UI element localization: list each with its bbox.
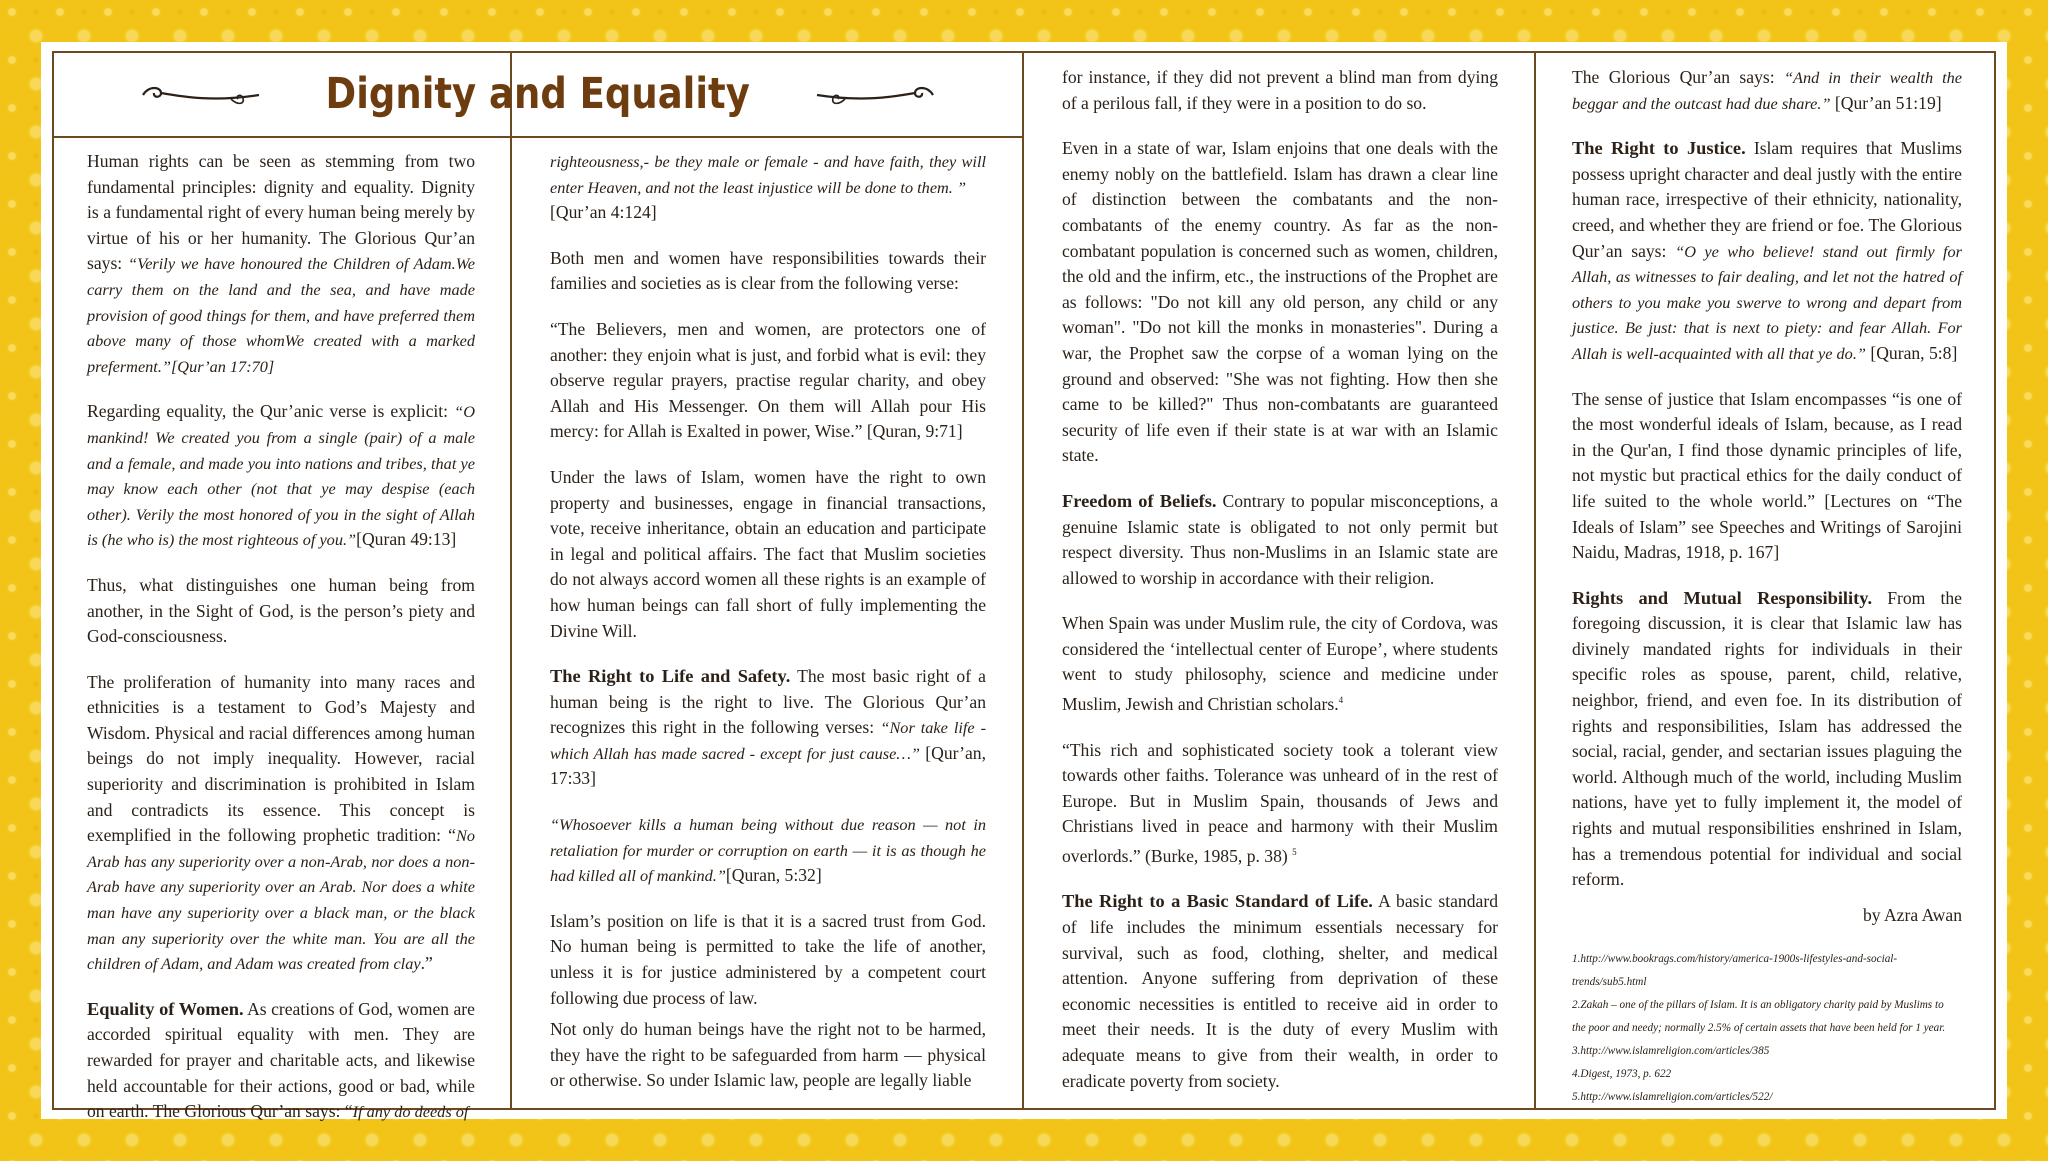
body-text: The Glorious Qur’an says: bbox=[1572, 67, 1784, 87]
section-heading: The Right to Life and Safety. bbox=[550, 666, 791, 687]
citation: [Qur’an 51:19] bbox=[1830, 92, 1942, 113]
body-text: .” bbox=[420, 953, 433, 974]
paragraph bbox=[550, 149, 986, 226]
body-text: Regarding equality, the Qur’anic verse is explicit: bbox=[87, 401, 455, 422]
left-flourish-icon bbox=[139, 79, 263, 109]
paragraph: “The Believers, men and women, are protectors one of another: they enjoin what is just, and forbid what is evil: they observe regular prayers, practise regular charity, and obey Allah and His Messenger. On them will Allah pour His mercy: for Allah is Exalted in power, Wise.” [Quran, 9:71] bbox=[550, 318, 986, 442]
column-divider bbox=[510, 51, 512, 1110]
body-text: Contrary to popular misconceptions, a genuine Islamic state is obligated to not only permit but respect diversity. Thus non-Muslims in an Islamic state are allowed to worship in accordance with their religion. bbox=[1062, 490, 1499, 588]
quote-text: “Whosoever kills a human being without due reason — not in retaliation for murder or corruption on earth — it is as though he had killed all of mankind.” bbox=[550, 815, 986, 886]
footnote-line: 3.http://www.islamreligion.com/articles/385 bbox=[1572, 1045, 1770, 1058]
paragraph: Under the laws of Islam, women have the right to own property and businesses, engage in financial transactions, vote, receive inheritance, obtain an education and participate in legal and political affairs. The fact that Muslim societies do not always accord women all these rights is an example of how human beings can fall short of fully implementing the Divine Will. bbox=[550, 466, 986, 641]
body-text: From the foregoing discussion, it is clear that Islamic law has divinely mandated rights for individuals in their specific roles as spouse, parent, child, relative, neighbor, friend, and even foe. In its distribution of rights and responsibilities, Islam has addressed the social, racial, gender, and sectarian issues plaguing the world. Although much of the world, including Muslim nations, have yet to fully implement it, the model of rights and mutual responsibilities enshrined in Islam, has a tremendous potential for individual and social reform. bbox=[1572, 587, 1962, 890]
footnote-line: the poor and needy; normally 2.5% of certain assets that have been held for 1 year. bbox=[1572, 1022, 1946, 1035]
title-rule bbox=[52, 136, 1024, 138]
quote-text: “O ye who believe! stand out firmly for Allah, as witnesses to fair dealing, and let not the hatred of others to you make you swerve to wrong and depart from justice. Be just: that is next to piety: and fear Allah. For Allah is well-acquainted with all that ye do.” bbox=[1572, 241, 1963, 363]
body-text: “This rich and sophisticated society took a tolerant view towards other faiths. Tolerance was unheard of in the rest of Europe. But in Muslim Spain, thousands of Jews and Christians lived in peace and harmony with their Muslim overlords.” (Burke, 1985, p. 38) bbox=[1062, 739, 1498, 866]
body-text: When Spain was under Muslim rule, the city of Cordova, was considered the ‘intellectual center of Europe’, where students went to study philosophy, science and medicine under Muslim, Jewish and Christian scholars. bbox=[1062, 613, 1498, 714]
right-flourish-icon bbox=[813, 79, 937, 109]
citation: [Quran, 5:32] bbox=[725, 865, 822, 886]
paragraph bbox=[87, 997, 475, 1125]
paragraph bbox=[1062, 611, 1498, 717]
footnotes bbox=[1572, 948, 1962, 1109]
author-signature: by Azra Awan bbox=[1862, 904, 1962, 925]
quote-text: No Arab has any superiority over a non-Arab, nor does a non-Arab have any superiority over an Arab. Nor does a white man have any superiority over a black man, or the black man any superiority over the white man. You are all the children of Adam, and Adam was created from clay bbox=[87, 826, 475, 974]
section-heading: Equality of Women. bbox=[87, 998, 244, 1019]
paragraph bbox=[550, 812, 986, 889]
section-heading: Rights and Mutual Responsibility. bbox=[1572, 587, 1873, 608]
page-title: Dignity and Equality bbox=[325, 69, 751, 119]
citation: [Quran 49:13] bbox=[356, 529, 457, 550]
citation: [Qur’an 17:70] bbox=[170, 356, 275, 376]
body-text: A basic standard of life includes the minimum essentials necessary for survival, such as food, clothing, shelter, and medical attention. Anyone suffering from deprivation of these economic necessities is entitled to receive aid in order to meet their needs. It is the duty of every Muslim with adequate means to give from their wealth, in order to eradicate poverty from society. bbox=[1062, 891, 1498, 1091]
column-1 bbox=[87, 149, 475, 1145]
paragraph bbox=[87, 149, 475, 379]
paragraph bbox=[1062, 889, 1498, 1094]
paragraph bbox=[1062, 489, 1498, 591]
column-2 bbox=[550, 149, 986, 1114]
citation: [Quran, 5:8] bbox=[1865, 342, 1958, 363]
section-heading: Freedom of Beliefs. bbox=[1062, 490, 1217, 511]
footnote-line: 4.Digest, 1973, p. 622 bbox=[1572, 1068, 1672, 1081]
column-3 bbox=[1062, 65, 1498, 1114]
footnote-line: 5.http://www.islamreligion.com/articles/522/ bbox=[1572, 1091, 1773, 1104]
paragraph bbox=[1572, 136, 1962, 366]
paragraph bbox=[1572, 65, 1962, 116]
quote-text: “O mankind! We created you from a single (pair) of a male and a female, and made you into nations and tribes, that ye may know each other (not that ye may despise (each other). Verily the most honored of you in the sight of Allah is (he who is) the most righteous of you.” bbox=[87, 402, 475, 550]
citation: [Qur’an, 17:33] bbox=[550, 742, 986, 789]
body-text: Islam requires that Muslims possess upright character and deal justly with the entire human race, irrespective of their ethnicity, nationality, creed, and whether they are friend or foe. The Glorious Qur’an says: bbox=[1572, 138, 1962, 261]
title-banner bbox=[54, 53, 1022, 135]
body-text: The most basic right of a human being is the right to live. The Glorious Qur’an recognizes this right in the following verses: bbox=[550, 666, 986, 738]
citation: [Qur’an 4:124] bbox=[550, 202, 657, 223]
paragraph bbox=[550, 664, 986, 792]
section-heading: The Right to a Basic Standard of Life. bbox=[1062, 891, 1373, 912]
paragraph: Both men and women have responsibilities towards their families and societies as is clear from the following verse: bbox=[550, 247, 986, 294]
paragraph bbox=[87, 670, 475, 977]
column-divider bbox=[1022, 51, 1024, 1110]
paragraph: Thus, what distinguishes one human being from another, in the Sight of God, is the person’s piety and God-consciousness. bbox=[87, 574, 475, 647]
paragraph: for instance, if they did not prevent a blind man from dying of a perilous fall, if they were in a position to do so. bbox=[1062, 67, 1498, 113]
paragraph bbox=[1572, 586, 1962, 893]
quote-text: righteousness,- be they male or female - and have faith, they will enter Heaven, and not the least injustice will be done to them. ” bbox=[550, 152, 986, 197]
column-divider bbox=[1534, 51, 1536, 1110]
paragraph: Not only do human beings have the right not to be harmed, they have the right to be safeguarded from harm — physical or otherwise. So under Islamic law, people are legally liable bbox=[550, 1019, 986, 1091]
quote-text: “And in their wealth the beggar and the outcast had due share.” bbox=[1572, 68, 1962, 113]
paragraph bbox=[1062, 738, 1498, 870]
quote-text: “Verily we have honoured the Children of Adam.We carry them on the land and the sea, and have made provision of good things for them, and have preferred them above many of those whomWe created with a marked preferment.” bbox=[87, 254, 475, 376]
footnote-line: trends/sub5.html bbox=[1572, 976, 1647, 989]
section-heading: The Right to Justice. bbox=[1572, 138, 1746, 159]
quote-text: “Nor take life - which Allah has made sacred - except for just cause…” bbox=[550, 718, 987, 763]
body-text: The proliferation of humanity into many races and ethnicities is a testament to God’s Majesty and Wisdom. Physical and racial differences among human beings do not imply inequality. However, racial superiority and discrimination is prohibited in Islam and contradicts its essence. This concept is exemplified in the following prophetic tradition: “ bbox=[87, 671, 475, 846]
paragraph: Even in a state of war, Islam enjoins that one deals with the enemy nobly on the battlefield. Islam has drawn a clear line of distinction between the combatants and the non-combatants of the enemy country. As far as the non-combatant population is concerned such as women, children, the old and the infirm, etc., the instructions of the Prophet are as follows: "Do not kill any old person, any child or any woman". "Do not kill the monks in monasteries". During a war, the Prophet saw the corpse of a woman lying on the ground and observed: "She was not fighting. How then she came to be killed?" Thus non-combatants are guaranteed security of life even if their state is at war with an Islamic state. bbox=[1062, 138, 1498, 466]
footnote-marker: 4 bbox=[1338, 695, 1344, 706]
paragraph: Islam’s position on life is that it is a sacred trust from God. No human being is permitted to take the life of another, unless it is for justice administered by a competent court following due process of law. bbox=[550, 910, 986, 1008]
paragraph: The sense of justice that Islam encompasses “is one of the most wonderful ideals of Islam, because, as I read in the Qur'an, I find those dynamic principles of life, not mystic but practical ethics for the daily conduct of life suited to the whole world.” [Lectures on “The Ideals of Islam” see Speeches and Writings of Sarojini Naidu, Madras, 1918, p. 167] bbox=[1572, 388, 1962, 563]
footnote-marker: 5 bbox=[1292, 846, 1297, 857]
quote-text: If any do deeds of bbox=[352, 1102, 469, 1122]
body-text: Human rights can be seen as stemming from two fundamental principles: dignity and equality. Dignity is a fundamental right of every human being merely by virtue of his or her humanity. The Glorious Qur’an says: bbox=[87, 151, 475, 274]
footnote-line: 2.Zakah – one of the pillars of Islam. It is an obligatory charity paid by Muslims to bbox=[1572, 999, 1944, 1012]
body-text: As creations of God, women are accorded spiritual equality with men. They are rewarded for prayer and charitable acts, and likewise held accountable for their actions, good or bad, while on earth. The Glorious Qur’an says: “ bbox=[87, 998, 475, 1122]
footnote-line: 1.http://www.bookrags.com/history/america-1900s-lifestyles-and-social- bbox=[1572, 953, 1898, 966]
column-4 bbox=[1572, 65, 1962, 1109]
paragraph bbox=[87, 399, 475, 553]
